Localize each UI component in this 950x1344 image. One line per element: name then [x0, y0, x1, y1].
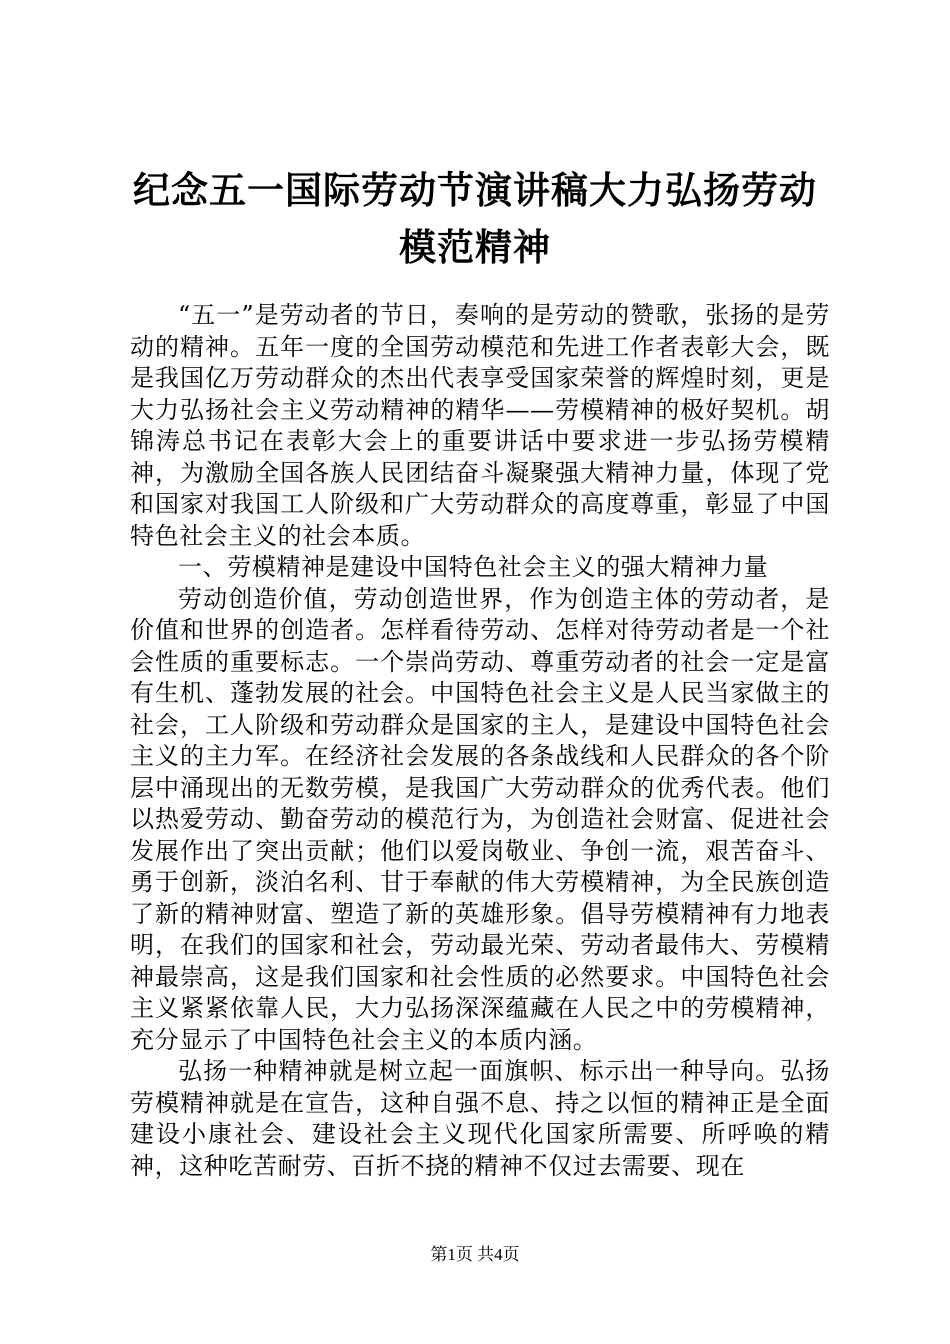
paragraph-labor-value: 劳动创造价值，劳动创造世界，作为创造主体的劳动者，是价值和世界的创造者。怎样看待劳动、怎样对待劳动者是一个社会性质的重要标志。一个崇尚劳动、尊重劳动者的社会一定是富有生机、蓬勃发展的社会。中国特色社会主义是人民当家做主的社会，工人阶级和劳动群众是国家的主人，是建设中国特色社会主义的主力军。在经济社会发展的各条战线和人民群众的各个阶层中涌现出的无数劳模，是我国广大劳动群众的优秀代表。他们以热爱劳动、勤奋劳动的模范行为，为创造社会财富、促进社会发展作出了突出贡献；他们以爱岗敬业、争创一流，艰苦奋斗、勇于创新，淡泊名利、甘于奉献的伟大劳模精神，为全民族创造了新的精神财富、塑造了新的英雄形象。倡导劳模精神有力地表明，在我们的国家和社会，劳动最光荣、劳动者最伟大、劳模精神最崇高，这是我们国家和社会性质的必然要求。中国特色社会主义紧紧依靠人民，大力弘扬深深蕴藏在人民之中的劳模精神，充分显示了中国特色社会主义的本质内涵。	[130, 584, 830, 1054]
page-footer: 第1页 共4页	[430, 1245, 520, 1264]
document-title: 纪念五一国际劳动节演讲稿大力弘扬劳动模范精神	[133, 168, 817, 269]
document-body	[130, 300, 830, 1182]
paragraph-intro: “五一”是劳动者的节日，奏响的是劳动的赞歌，张扬的是劳动的精神。五年一度的全国劳动模范和先进工作者表彰大会，既是我国亿万劳动群众的杰出代表享受国家荣誉的辉煌时刻，更是大力弘扬社会主义劳动精神的精华——劳模精神的极好契机。胡锦涛总书记在表彰大会上的重要讲话中要求进一步弘扬劳模精神，为激励全国各族人民团结奋斗凝聚强大精神力量，体现了党和国家对我国工人阶级和广大劳动群众的高度尊重，彰显了中国特色社会主义的社会本质。	[130, 301, 830, 550]
paragraph-spirit-banner: 弘扬一种精神就是树立起一面旗帜、标示出一种导向。弘扬劳模精神就是在宣告，这种自强不息、持之以恒的精神正是全面建设小康社会、建设社会主义现代化国家所需要、所呼唤的精神，这种吃苦耐劳、百折不挠的精神不仅过去需要、现在	[130, 1057, 830, 1180]
section-heading: 一、劳模精神是建设中国特色社会主义的强大精神力量	[178, 553, 769, 581]
